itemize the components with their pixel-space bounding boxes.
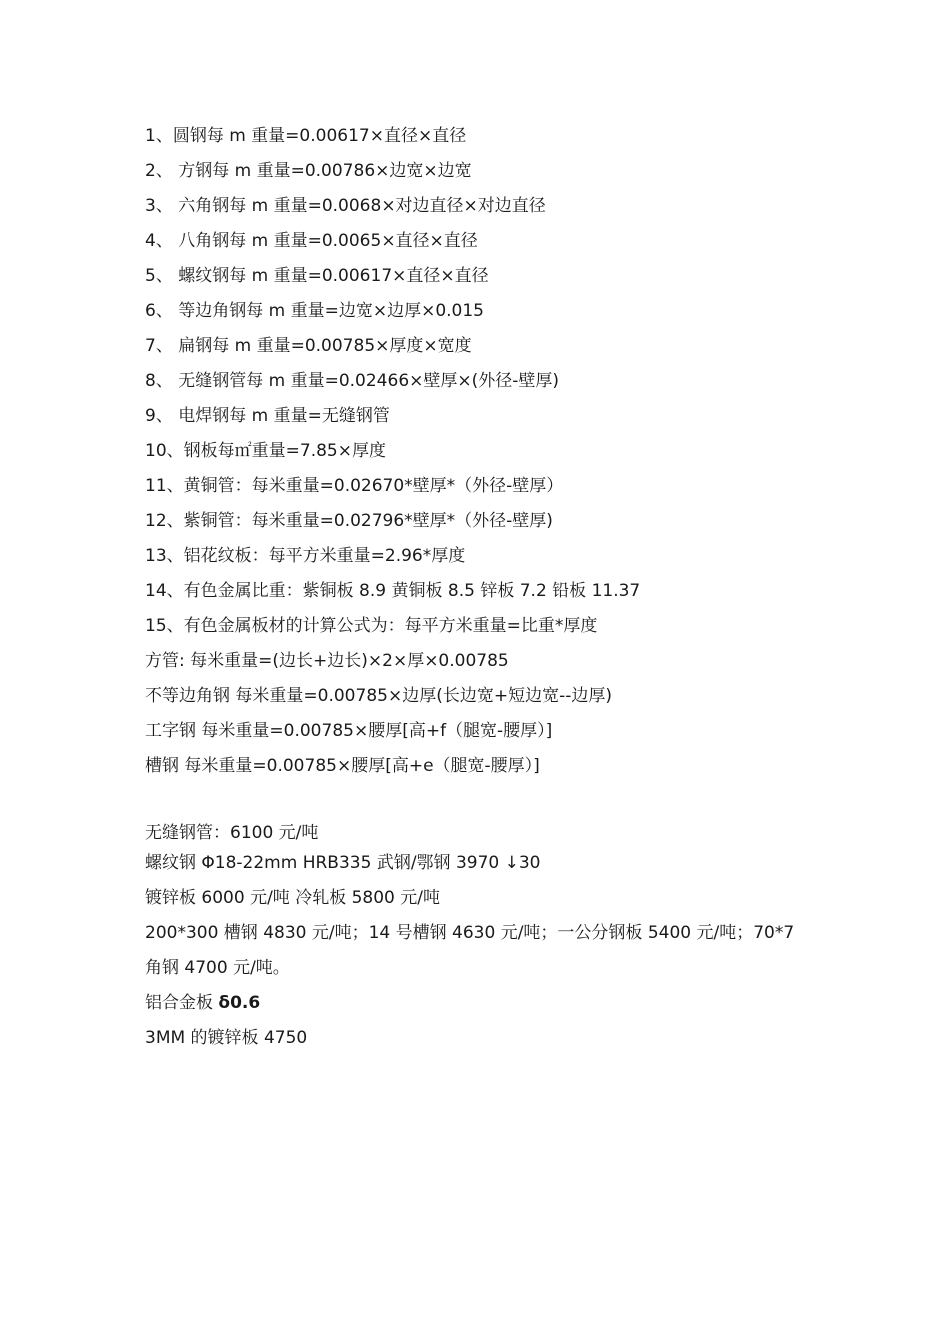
formula-line: 3、 六角钢每 m 重量=0.0068×对边直径×对边直径 <box>145 196 546 216</box>
formula-line: 1、圆钢每 m 重量=0.00617×直径×直径 <box>145 126 467 146</box>
formula-line: 4、 八角钢每 m 重量=0.0065×直径×直径 <box>145 231 478 251</box>
formula-line: 方管: 每米重量=(边长+边长)×2×厚×0.00785 <box>145 651 509 671</box>
formula-list <box>145 121 825 786</box>
document-body <box>145 121 825 1056</box>
formula-line: 5、 螺纹钢每 m 重量=0.00617×直径×直径 <box>145 266 489 286</box>
formula-line: 2、 方钢每 m 重量=0.00786×边宽×边宽 <box>145 161 472 181</box>
price-aluminum-sheet <box>145 986 825 1021</box>
formula-line: 10、钢板每㎡重量=7.85×厚度 <box>145 441 386 461</box>
price-seamless-pipe: 无缝钢管：6100 元/吨 <box>145 823 319 843</box>
price-channel-line-2: 角钢 4700 元/吨。 <box>145 958 290 978</box>
formula-line: 不等边角钢 每米重量=0.00785×边厚(长边宽+短边宽--边厚) <box>145 686 612 706</box>
price-galvanized-3mm: 3MM 的镀锌板 4750 <box>145 1028 308 1048</box>
formula-line: 11、黄铜管：每米重量=0.02670*壁厚*（外径-壁厚） <box>145 476 564 496</box>
formula-line: 14、有色金属比重：紫铜板 8.9 黄铜板 8.5 锌板 7.2 铅板 11.37 <box>145 581 641 601</box>
price-channel-line-1: 200*300 槽钢 4830 元/吨；14 号槽钢 4630 元/吨；一公分钢板 5400 元/吨；70*7 <box>145 923 795 943</box>
formula-line: 8、 无缝钢管每 m 重量=0.02466×壁厚×(外径-壁厚) <box>145 371 560 391</box>
price-galvanized-cold-rolled: 镀锌板 6000 元/吨 冷轧板 5800 元/吨 <box>145 888 441 908</box>
price-rebar: 螺纹钢 Φ18-22mm HRB335 武钢/鄂钢 3970 ↓30 <box>145 853 541 873</box>
formula-line: 13、铝花纹板：每平方米重量=2.96*厚度 <box>145 546 466 566</box>
formula-line: 6、 等边角钢每 m 重量=边宽×边厚×0.015 <box>145 301 484 321</box>
formula-line: 工字钢 每米重量=0.00785×腰厚[高+f（腿宽-腰厚）] <box>145 721 553 741</box>
section-gap <box>145 786 825 821</box>
formula-line: 15、有色金属板材的计算公式为：每平方米重量=比重*厚度 <box>145 616 598 636</box>
aluminum-thickness: δ0.6 <box>218 993 261 1013</box>
formula-line: 7、 扁钢每 m 重量=0.00785×厚度×宽度 <box>145 336 472 356</box>
formula-line: 槽钢 每米重量=0.00785×腰厚[高+e（腿宽-腰厚）] <box>145 756 540 776</box>
formula-line: 9、 电焊钢每 m 重量=无缝钢管 <box>145 406 390 426</box>
formula-line: 12、紫铜管：每米重量=0.02796*壁厚*（外径-壁厚) <box>145 511 553 531</box>
aluminum-label: 铝合金板 <box>145 993 219 1013</box>
